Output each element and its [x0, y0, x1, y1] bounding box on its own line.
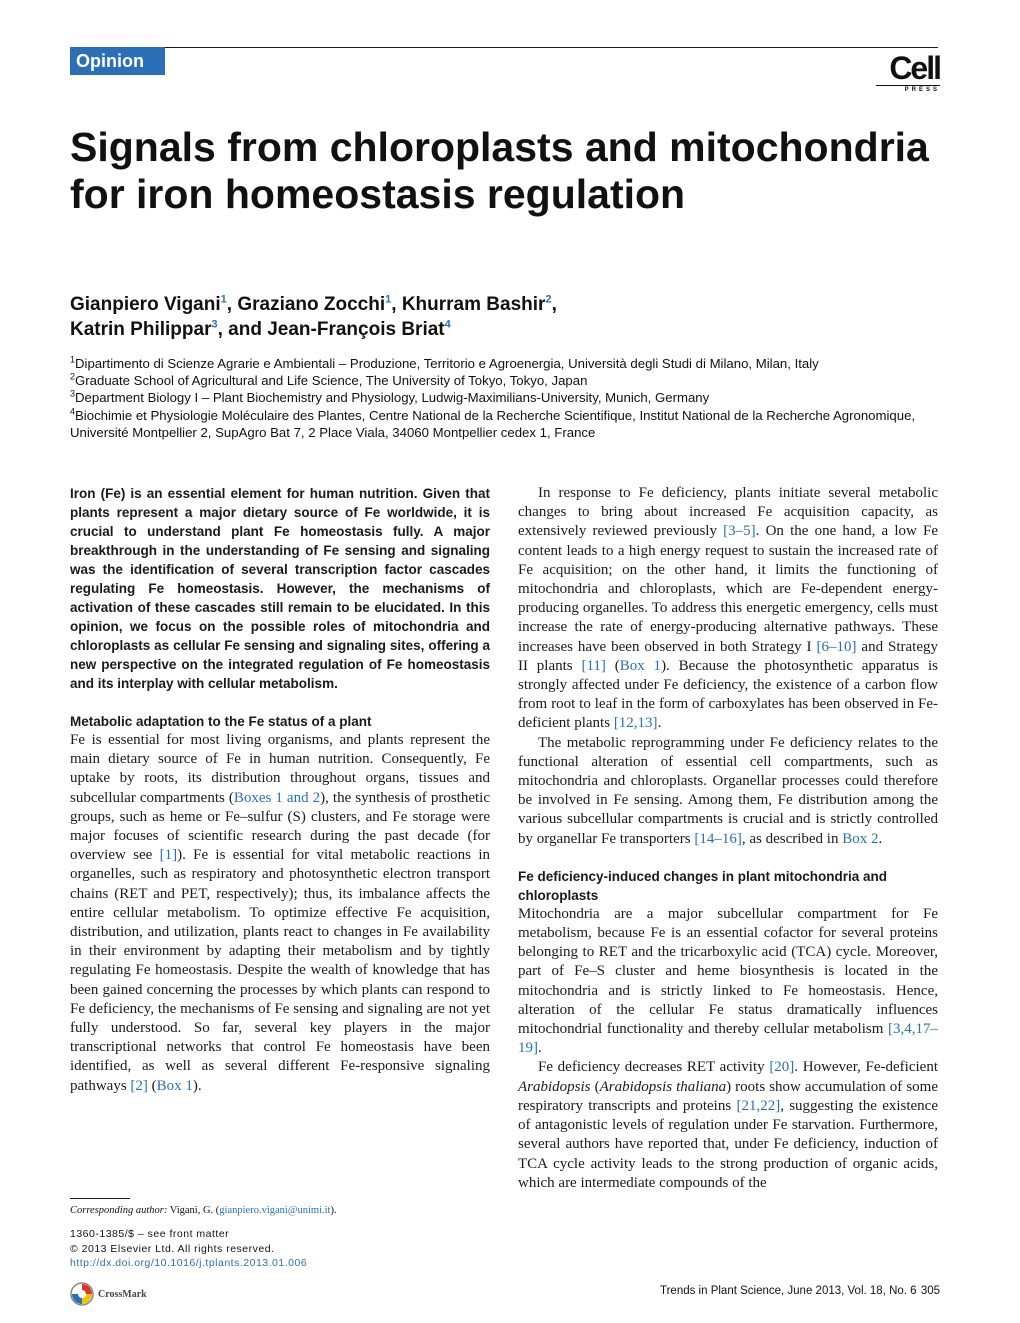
body-paragraph [518, 905, 938, 1059]
section-heading: Metabolic adaptation to the Fe status of a plant [70, 714, 372, 729]
affiliation-item [70, 407, 945, 441]
box-link[interactable]: Box 2 [842, 830, 879, 847]
left-column [70, 484, 490, 1096]
logo-word: Cell [889, 50, 940, 86]
affiliation-item [70, 372, 945, 389]
affiliation-number: 1 [70, 354, 76, 365]
citation-link[interactable]: [14–16] [694, 830, 742, 847]
author-separator: , [391, 294, 402, 315]
section-label: Opinion [70, 47, 165, 75]
section-heading: Fe deficiency-induced changes in plant mitochondria and chloroplasts [518, 868, 888, 903]
affiliation-item [70, 389, 945, 406]
crossmark-icon [70, 1282, 94, 1306]
email-link[interactable]: gianpiero.vigani@unimi.it [219, 1205, 331, 1216]
affiliation-number: 4 [70, 406, 76, 417]
text-run: . On the one hand, a low Fe content leads to a high energy request to sustain the increased rate of Fe acquisition; on the other hand, it limits the functioning of mitochondria and chloroplasts, which are Fe-dependent energy-producing organelles. To address this energetic emergency, cells must increase the rate of energy-producing alternative pathways. These increases have been observed in both Strategy I [518, 523, 938, 655]
copyright-text: © 2013 Elsevier Ltd. All rights reserved. [70, 1243, 275, 1255]
affiliation-item [70, 355, 945, 372]
author-name: Jean-François Briat [267, 319, 445, 340]
text-run: Mitochondria are a major subcellular compartment for Fe metabolism, because Fe is an essential cofactor for several proteins belonging to RET and the tricarboxylic acid (TCA) cycle. Moreover, part of Fe–S cluster and heme biosynthesis is located in the mitochondria and is strictly linked to Fe homeostasis. Hence, alteration of the cellular Fe status dramatically influences mitochondrial functionality and thereby cellular metabolism [518, 905, 938, 1038]
author-name: Graziano Zocchi [237, 294, 386, 315]
citation-link[interactable]: [11] [581, 657, 606, 674]
text-run: ). Because the photosynthetic apparatus is strongly affected under Fe deficiency, the existence of a carbon flow from root to leaf in the form of carboxylates has been observed in Fe-deficient plants [518, 657, 938, 732]
author-affiliation-mark[interactable]: 1 [220, 293, 227, 306]
author-list [70, 292, 940, 342]
species-name: Arabidopsis thaliana [599, 1078, 727, 1095]
body-paragraph [70, 731, 490, 1096]
text-run: ( [147, 1077, 157, 1094]
affiliation-number: 3 [70, 389, 76, 400]
citation-link[interactable]: [2] [130, 1077, 148, 1094]
crossmark-badge[interactable] [70, 1281, 150, 1307]
journal-citation: Trends in Plant Science, June 2013, Vol. 18, No. 6 [660, 1285, 917, 1297]
author-affiliation-mark[interactable]: 4 [444, 318, 451, 331]
citation-link[interactable]: [3–5] [723, 523, 756, 540]
affiliation-list [70, 355, 945, 441]
author-affiliation-mark[interactable]: 1 [385, 293, 392, 306]
footnote-label: Corresponding author: [70, 1205, 168, 1216]
citation-link[interactable]: [20] [769, 1059, 795, 1076]
abstract: Iron (Fe) is an essential element for human nutrition. Given that plants represent a major dietary source of Fe worldwide, it is crucial to understand plant Fe homeostasis fully. A major breakthrough in the understanding of Fe sensing and signaling was the identification of several transcription factor cascades regulating Fe homeostasis. However, the mechanisms of activation of these cascades still remain to be elucidated. In this opinion, we focus on the possible roles of mitochondria and chloroplasts as cellular Fe sensing and signaling sites, offering a new perspective on the integrated regulation of Fe homeostasis and its interplay with cellular metabolism. [70, 486, 490, 691]
text-run: The metabolic reprogramming under Fe deficiency relates to the functional alteration of essential cell compartments, such as mitochondria and chloroplasts. Organellar processes could therefore be involved in Fe sensing. Among them, Fe distribution among the various subcellular compartments is crucial and is strictly controlled by organellar Fe transporters [518, 734, 938, 847]
text-run: Fe deficiency decreases RET activity [538, 1059, 770, 1076]
text-run: ). [192, 1077, 202, 1094]
affiliation-text: Dipartimento di Scienze Agrarie e Ambientali – Produzione, Territorio e Agroenergia, Università degli Studi di Milano, Milan, Italy [75, 356, 819, 371]
text-run: . However, Fe-deficient [794, 1059, 938, 1076]
right-column [518, 484, 938, 1193]
text-run: . [538, 1040, 542, 1057]
text-run: . [657, 715, 662, 732]
page-number: 305 [920, 1285, 940, 1297]
text-run: and Strategy II plants [518, 638, 938, 674]
logo-subtext: PRESS [876, 85, 940, 94]
footnote-text: Vigani, G. ( [167, 1205, 220, 1216]
issn-line: 1360-1385/$ – see front matter [70, 1228, 230, 1240]
copyright-line [70, 1242, 490, 1270]
corresponding-author [70, 1204, 490, 1218]
text-run: Fe is essential for most living organisms, and plants represent the main dietary source of Fe in human nutrition. Consequently, Fe uptake by roots, its distribution throughout organs, tissues and subcellular compartments ( [70, 732, 490, 806]
species-name: Arabidopsis [518, 1078, 591, 1095]
author-name: Khurram Bashir [401, 294, 546, 315]
header-rule [70, 47, 938, 48]
footnote-text: ). [330, 1205, 337, 1216]
affiliation-text: Graduate School of Agricultural and Life Science, The University of Tokyo, Tokyo, Japan [75, 373, 588, 389]
article-title: Signals from chloroplasts and mitochondria for iron homeostasis regulation [70, 124, 929, 217]
affiliation-text: Department Biology I – Plant Biochemistry and Physiology, Ludwig-Maximilians-University, Munich, Germany [75, 390, 710, 406]
box-link[interactable]: Boxes 1 and 2 [233, 789, 321, 806]
text-run: In response to Fe deficiency, plants initiate several metabolic changes to bring about increased Fe acquisition capacity, as extensively reviewed previously [518, 485, 938, 540]
box-link[interactable]: Box 1 [619, 657, 662, 674]
body-paragraph [518, 1058, 938, 1192]
text-run: ) roots show accumulation of some respiratory transcripts and proteins [518, 1078, 938, 1114]
doi-link[interactable]: http://dx.doi.org/10.1016/j.tplants.2013.01.006 [70, 1257, 308, 1269]
crossmark-label: CrossMark [98, 1288, 147, 1300]
page-footer [660, 1285, 940, 1297]
author-separator: , and [217, 319, 268, 340]
author-affiliation-mark[interactable]: 2 [545, 293, 552, 306]
author-separator: , [226, 294, 238, 315]
text-run: ( [605, 657, 620, 674]
text-run: ). Fe is essential for vital metabolic reactions in organelles, such as respiratory and photosynthetic electron transport chains (RET and PET, respectively); thus, its imbalance affects the entire cellular metabolism. To optimize effective Fe acquisition, distribution, and utilization, plants react to changes in Fe availability in their environment by adapting their metabolism and by tightly regulating Fe homeostasis. Despite the wealth of knowledge that has been gained concerning the processes by which plants can respond to Fe deficiency, the mechanisms of Fe sensing and signaling are not yet fully understood. So far, several key players in the major transcriptional networks that control Fe homeostasis have been identified, as well as several different Fe-responsive signaling pathways [70, 847, 490, 1094]
affiliation-number: 2 [70, 371, 76, 382]
citation-link[interactable]: [21,22] [736, 1097, 781, 1114]
body-paragraph [518, 484, 938, 734]
body-paragraph [518, 734, 938, 849]
citation-link[interactable]: [1] [159, 847, 178, 864]
author-name: Gianpiero Vigani [70, 294, 221, 315]
author-affiliation-mark[interactable]: 3 [211, 318, 218, 331]
text-run: , suggesting the existence of antagonistic levels of regulation under Fe starvation. Furthermore, several authors have reported that, under Fe deficiency, induction of TCA cycle activity leads to the strong production of organic acids, which are intermediate compounds of the [518, 1097, 938, 1191]
text-run: . [878, 830, 883, 847]
author-name: Katrin Philippar [70, 319, 212, 340]
citation-link[interactable]: [12,13] [613, 715, 658, 732]
text-run: ( [590, 1078, 600, 1095]
citation-link[interactable]: [6–10] [816, 638, 857, 655]
cell-press-logo[interactable] [876, 52, 940, 96]
text-run: ), the synthesis of prosthetic groups, such as heme or Fe–sulfur (S) clusters, and Fe storage were major focuses of scientific research during the past decade (for overview see [70, 789, 490, 864]
text-run: , as described in [741, 830, 843, 847]
citation-link[interactable]: [3,4,17–19] [518, 1021, 938, 1057]
author-separator: , [551, 294, 557, 315]
affiliation-text: Biochimie et Physiologie Moléculaire des Plantes, Centre National de la Recherche Scientifique, Institut National de la Recherche Agronomique, Université Montpellier 2, SupAgro Bat 7, 2 Place Viala, 34060 Montpellier cedex 1, France [70, 407, 916, 440]
box-link[interactable]: Box 1 [156, 1077, 193, 1094]
footnote-rule [70, 1198, 130, 1199]
